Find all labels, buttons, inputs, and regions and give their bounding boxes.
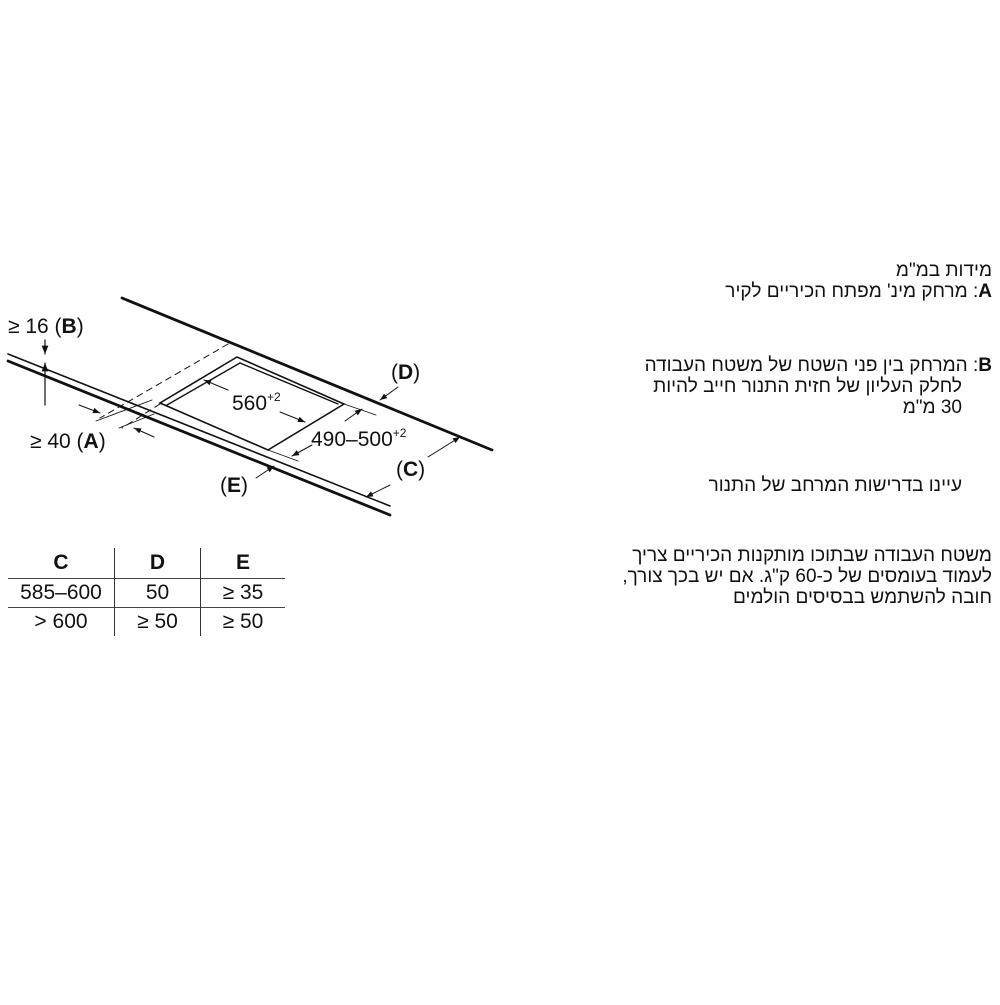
table-cell: 50	[115, 579, 201, 608]
depth-arrow-bottom	[292, 445, 312, 456]
dimension-label-c: (C)	[396, 458, 426, 481]
d-arrow	[380, 387, 398, 400]
e-arrow	[256, 466, 274, 478]
c-arrow-bottom	[366, 485, 390, 497]
dimension-label-cutout-depth: $490-500^{+2}$	[311, 426, 407, 451]
table-header-d: D	[115, 548, 201, 579]
c-arrow-top	[428, 437, 460, 457]
depth-arrow-top	[345, 409, 362, 421]
table-row	[8, 608, 285, 637]
table-cell: ≥ 35	[201, 579, 286, 608]
a-arrow-left	[79, 405, 100, 413]
dimension-label-e: (E)	[220, 474, 249, 497]
note-oven-space: עיינו בדרישות המרחב של התנור	[708, 475, 962, 496]
table-cell: ≥ 50	[201, 608, 286, 637]
table-header-row	[8, 548, 285, 579]
table-header-e: E	[201, 548, 286, 579]
note-worktop-load: משטח העבודה שבתוכו מותקנות הכיריים צריך לעמוד בעומסים של כ-60 ק"ג. אם יש בכך צורך, חובה להשתמש בבסיסים הולמים	[622, 545, 992, 608]
dimension-label-cutout-width: $560^{+2}$	[232, 390, 281, 415]
note-a: A: מרחק מינ' מפתח הכיריים לקיר	[725, 281, 992, 302]
dimension-label-d: (D)	[391, 361, 421, 384]
dimension-label-a: ≥ 40 (A)	[30, 430, 106, 453]
table-header-c: C	[53, 551, 69, 574]
width-arrow-left	[204, 380, 228, 390]
width-arrow-right	[280, 412, 305, 422]
table-cell: ≥ 50	[115, 608, 201, 637]
note-units-and-a	[725, 260, 992, 302]
note-b: B: המרחק בין פני השטח של משטח העבודה לחלק העליון של חזית התנור חייב להיות 30 מ"מ	[644, 355, 992, 418]
table-row	[8, 579, 285, 608]
table-cell: 585–600	[8, 579, 115, 608]
clearance-table	[8, 548, 285, 636]
dimension-label-b: ≥ 16 (B)	[8, 315, 84, 338]
units-note: מידות במ"מ	[895, 260, 992, 281]
table-cell: > 600	[8, 608, 115, 637]
a-arrow-right	[134, 428, 154, 437]
